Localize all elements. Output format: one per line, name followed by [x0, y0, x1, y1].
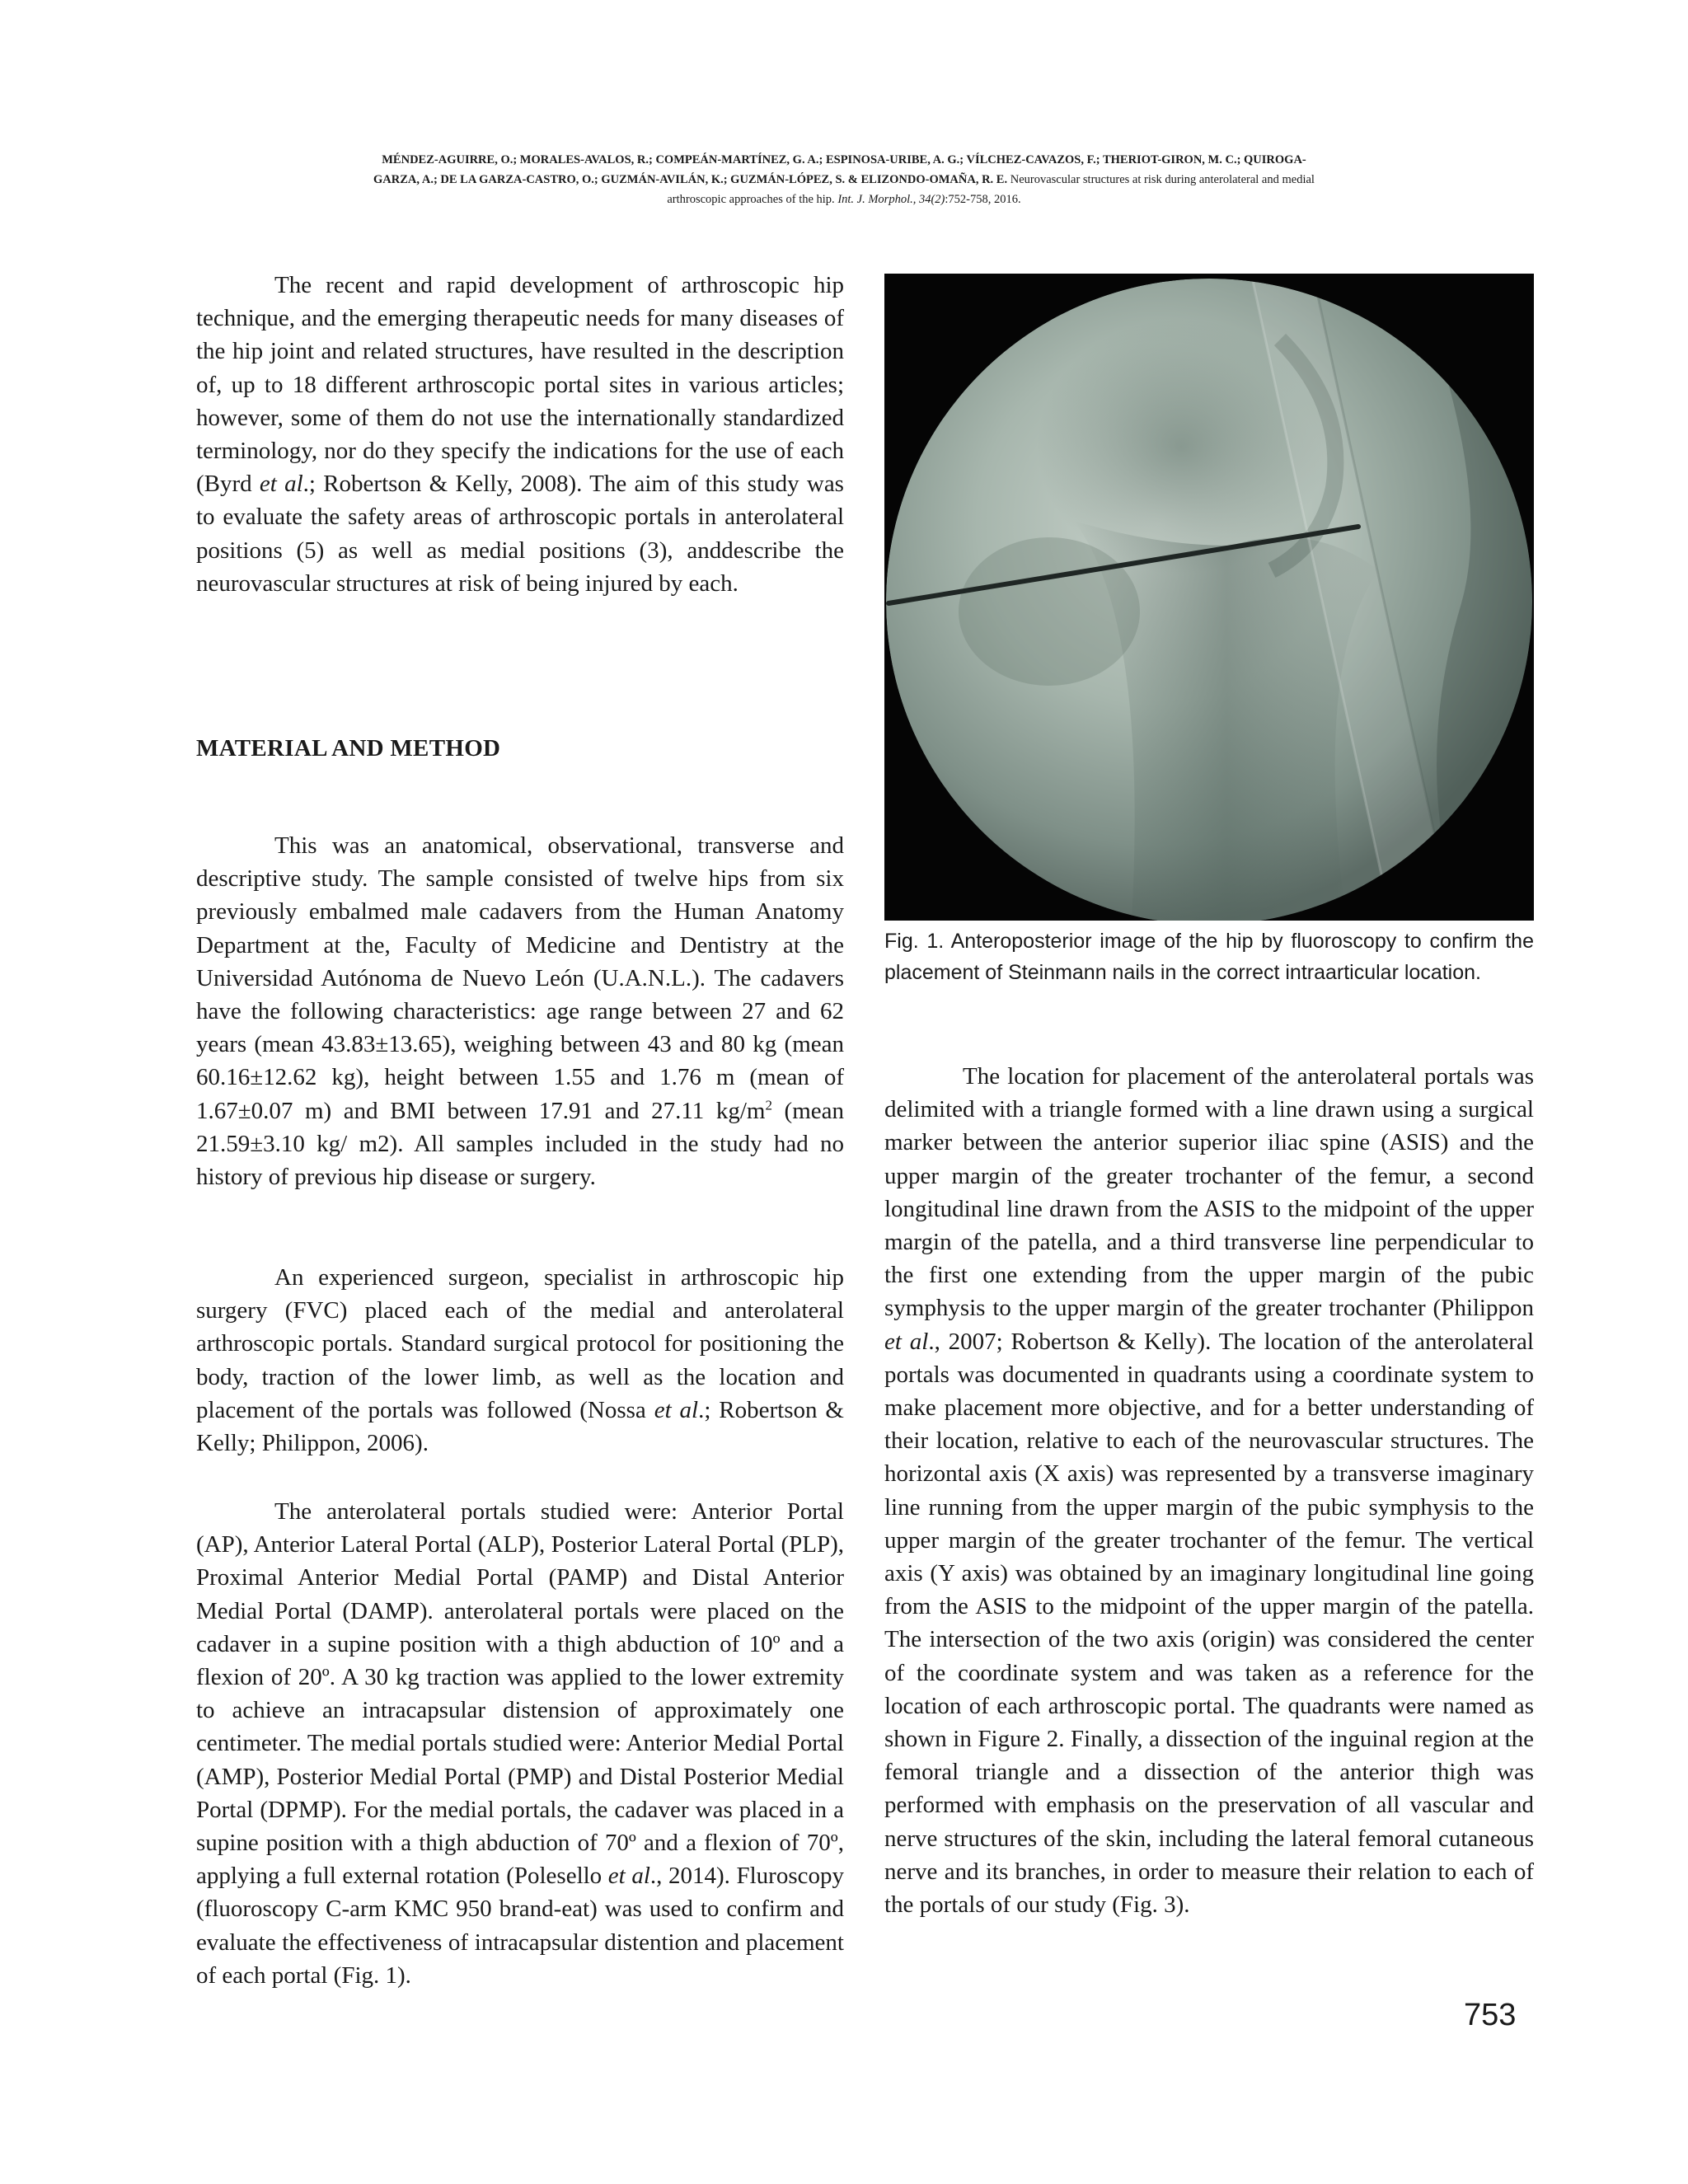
location-text-a: The location for placement of the anterolateral portals was delimited with a triangle formed with a line drawn using a surgical marker between the anterior superior iliac spine (ASIS) and the upper margin of the greater trochanter of the femur, a second longitudinal line drawn from the ASIS to the midpoint of the upper margin of the patella, and a third transverse line perpendicular to the first one extending from the upper margin of the pubic symphysis to the upper margin of the greater trochanter (Philippon: [884, 1063, 1534, 1322]
header-citation: :752-758, 2016.: [945, 193, 1021, 206]
location-paragraph: [884, 1060, 1534, 1921]
intro-text-b: .; Robertson & Kelly, 2008). The aim of this study was to evaluate the safety areas of arthroscopic portals in anterolateral positions (5) as well as medial positions (3), anddescribe the neurovascular structures at risk of being injured by each.: [196, 471, 844, 597]
header-line2: [165, 170, 1523, 190]
method-p1-text-a: This was an anatomical, observational, transverse and descriptive study. The sample consisted of twelve hips from six previously embalmed male cadavers from the Human Anatomy Department at the, Faculty of Medicine and Dentistry at the Universidad Autónoma de Nuevo León (U.A.N.L.). The cadavers have the following characteristics: age range between 27 and 62 years (mean 43.83±13.65), weighing between 43 and 80 kg (mean 60.16±12.62 kg), height between 1.55 and 1.76 m (mean of 1.67±0.07 m) and BMI between 17.91 and 27.11 kg/m: [196, 832, 844, 1124]
method-paragraph-1: [196, 829, 844, 1193]
page-number: 753: [1464, 1998, 1517, 2032]
header-line3: [165, 190, 1523, 209]
header-authors-line2: GARZA, A.; DE LA GARZA-CASTRO, O.; GUZMÁN-AVILÁN, K.; GUZMÁN-LÓPEZ, S. & ELIZONDO-OMAÑA, R. E.: [373, 173, 1008, 186]
method-p1-superscript: 2: [765, 1096, 772, 1113]
method-paragraph-2: [196, 1261, 844, 1460]
intro-etal: et al: [259, 471, 303, 498]
header-authors-line1: MÉNDEZ-AGUIRRE, O.; MORALES-AVALOS, R.; COMPEÁN-MARTÍNEZ, G. A.; ESPINOSA-URIBE, A. G.; VÍLCHEZ-CAVAZOS, F.; THERIOT-GIRON, M. C.; QUIROGA-: [382, 153, 1306, 166]
figure-1-fluoroscopy-image: [884, 274, 1534, 921]
header-title-part: Neurovascular structures at risk during anterolateral and medial: [1007, 173, 1315, 186]
header-title-end: arthroscopic approaches of the hip.: [667, 193, 838, 206]
location-etal: et al: [884, 1328, 929, 1355]
method-paragraph-3: [196, 1495, 844, 1992]
running-header: [165, 150, 1523, 209]
method-p2-text-b: .; Robertson & Kelly; Philippon, 2006).: [196, 1396, 844, 1457]
method-p3-text-a: The anterolateral portals studied were: Anterior Portal (AP), Anterior Lateral Portal (ALP), Posterior Lateral Portal (PLP), Proximal Anterior Medial Portal (PAMP) and Distal Anterior Medial Portal (DAMP). anterolateral portals were placed on the cadaver in a supine position with a thigh abduction of 10º and a flexion of 20º. A 30 kg traction was applied to the lower extremity to achieve an intracapsular distension of approximately one centimeter. The medial portals studied were: Anterior Medial Portal (AMP), Posterior Medial Portal (PMP) and Distal Posterior Medial Portal (DPMP). For the medial portals, the cadaver was placed in a supine position with a thigh abduction of 70º and a flexion of 70º, applying a full external rotation (Polesello: [196, 1498, 844, 1890]
method-p1-text-b: (mean 21.59±3.10 kg/ m2). All samples included in the study had no history of previous hip disease or surgery.: [196, 1097, 844, 1191]
section-heading-material-method: MATERIAL AND METHOD: [196, 735, 501, 762]
method-p2-etal: et al: [654, 1396, 699, 1423]
figure-1-caption: Fig. 1. Anteroposterior image of the hip by fluoroscopy to confirm the placement of Steinmann nails in the correct intraarticular location.: [884, 930, 1534, 984]
header-journal: Int. J. Morphol., 34(2): [837, 193, 945, 206]
greater-trochanter-shadow: [959, 537, 1140, 686]
method-p2-text-a: An experienced surgeon, specialist in arthroscopic hip surgery (FVC) placed each of the medial and anterolateral arthroscopic portals. Standard surgical protocol for positioning the body, traction of the lower limb, as well as the location and placement of the portals was followed (Nossa: [196, 1264, 844, 1423]
method-p3-text-b: ., 2014). Fluroscopy (fluoroscopy C-arm KMC 950 brand-eat) was used to confirm and evaluate the effectiveness of intracapsular distention and placement of each portal (Fig. 1).: [196, 1863, 844, 1989]
intro-text-a: The recent and rapid development of arthroscopic hip technique, and the emerging therapeutic needs for many diseases of the hip joint and related structures, have resulted in the description of, up to 18 different arthroscopic portal sites in various articles; however, some of them do not use the internationally standardized terminology, nor do they specify the indications for the use of each (Byrd: [196, 272, 844, 498]
method-p3-etal: et al: [607, 1863, 650, 1890]
location-text-b: ., 2007; Robertson & Kelly). The location of the anterolateral portals was documented in quadrants using a coordinate system to make placement more objective, and for a better understanding of their location, relative to each of the neurovascular structures. The horizontal axis (X axis) was represented by a transverse imaginary line running from the upper margin of the pubic symphysis to the upper margin of the greater trochanter of the femur. The vertical axis (Y axis) was obtained by an imaginary longitudinal line going from the ASIS to the midpoint of the upper margin of the patella. The intersection of the two axis (origin) was considered the center of the coordinate system and was taken as a reference for the location of each arthroscopic portal. The quadrants were named as shown in Figure 2. Finally, a dissection of the inguinal region at the femoral triangle and a dissection of the anterior thigh was performed with emphasis on the preservation of all vascular and nerve structures of the skin, including the lateral femoral cutaneous nerve and its branches, in order to measure their relation to each of the portals of our study (Fig. 3).: [884, 1328, 1534, 1919]
intro-paragraph: [196, 269, 844, 600]
